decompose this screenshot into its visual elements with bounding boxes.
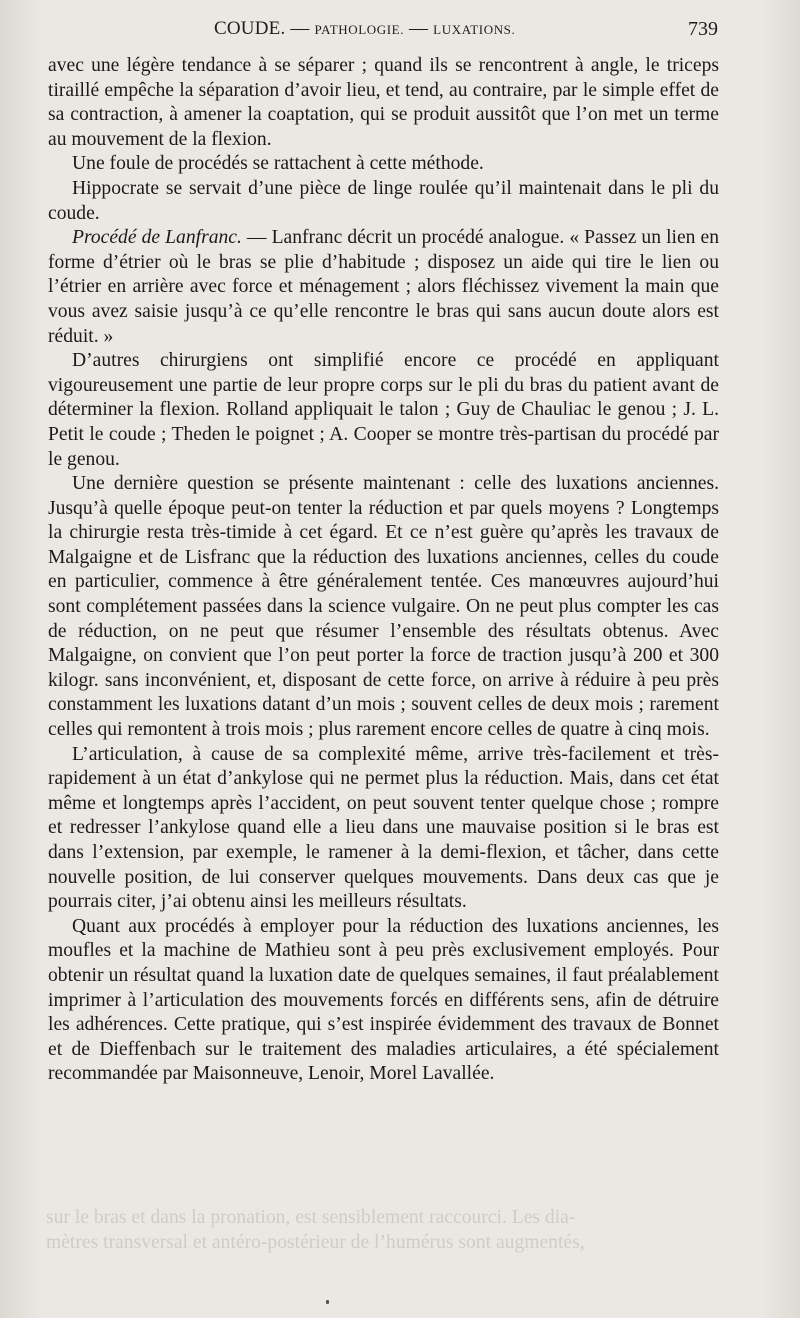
- show-through-text: [46, 1206, 726, 1255]
- paragraph: [48, 226, 719, 349]
- paragraph: Une dernière question se présente maintenant : celle des luxations anciennes. Jusqu’à quelle époque peut-on tenter la réduction et par quels moyens ? Longtemps la chirurgie resta très-timide à cet égard. Et ce n’est guère qu’après les travaux de Malgaigne et de Lisfranc que la réduction des luxations anciennes, celles du coude en particulier, commence à être généralement tentée. Ces manœuvres aujourd’hui sont complétement passées dans la science vulgaire. On ne peut plus compter les cas de réduction, on ne peut que résumer l’ensemble des résultats obtenus. Avec Malgaigne, on convient que l’on peut porter la force de traction jusqu’à 200 et 300 kilogr. sans inconvénient, et, disposant de cette force, on arrive à réduire à peu près constamment les luxations datant d’un mois ; souvent celles de deux mois ; rarement celles qui remontent à trois mois ; plus rarement encore celles de quatre à cinq mois.: [48, 473, 719, 741]
- header-title-main: COUDE.: [214, 18, 286, 39]
- paragraph: L’articulation, à cause de sa complexité même, arrive très-facilement et très-rapidement à un état d’ankylose qui ne permet plus la réduction. Mais, dans cet état même et longtemps après l’accident, on peut souvent tenter quelque chose ; rompre et redresser l’ankylose quand elle a lieu dans une mauvaise position si le bras est dans l’extension, par exemple, le ramener à la demi-flexion, et tâcher, dans cette nouvelle position, de lui conserver quelques mouvements. Dans deux cas que je pourrais citer, j’ai obtenu ainsi les meilleurs résultats.: [48, 743, 719, 913]
- paragraph: Hippocrate se servait d’une pièce de linge roulée qu’il maintenait dans le pli du coude.: [48, 177, 719, 224]
- paragraph: avec une légère tendance à se séparer ; quand ils se rencontrent à angle, le triceps tiraillé empêche la séparation d’avoir lieu, et tend, au contraire, par le simple effet de sa contraction, à amener la coaptation, qui se produit aussitôt que l’on met un terme au mouvement de la flexion.: [48, 55, 719, 150]
- running-title: [214, 18, 515, 40]
- paragraph: D’autres chirurgiens ont simplifié encore ce procédé en appliquant vigoureusement une partie de leur propre corps sur le pli du bras du patient avant de déterminer la flexion. Rolland appliquait le talon ; Guy de Chauliac le genou ; J. L. Petit le coude ; Theden le poignet ; A. Cooper se montre très-partisan du procédé par le genou.: [48, 350, 719, 470]
- header-subsection: LUXATIONS.: [433, 22, 516, 37]
- running-header: [48, 16, 718, 50]
- paragraph-lead-italic: Procédé de Lanfranc.: [72, 227, 242, 249]
- header-dash: —: [290, 18, 310, 39]
- ink-speck: [326, 1300, 329, 1304]
- paragraph: Une foule de procédés se rattachent à cette méthode.: [72, 153, 484, 175]
- header-section: PATHOLOGIE.: [314, 22, 405, 37]
- page-number: 739: [688, 18, 718, 40]
- paragraph-body: — Lanfranc décrit un procédé analogue. « Passez un lien en forme d’étrier où le bras se plie d’habitude ; disposez un aide qui tire le lien ou l’étrier en arrière avec force et ménagement ; alors fléchissez vivement la main que vous avez saisie jusqu’à ce qu’elle rencontre le bras qui sans aucun doute alors est réduit. »: [48, 227, 719, 347]
- header-dash: —: [409, 18, 429, 39]
- show-through-line: sur le bras et dans la pronation, est sensiblement raccourci. Les dia-: [46, 1207, 576, 1228]
- show-through-line: mètres transversal et antéro-postérieur de l’humérus sont augmentés,: [46, 1231, 585, 1253]
- paragraph: Quant aux procédés à employer pour la réduction des luxations anciennes, les moufles et la machine de Mathieu sont à peu près exclusivement employés. Pour obtenir un résultat quand la luxation date de quelques semaines, il faut préalablement imprimer à l’articulation des mouvements forcés en différents sens, afin de détruire les adhérences. Cette pratique, qui s’est inspirée évidemment des travaux de Bonnet et de Dieffenbach sur le traitement des maladies articulaires, a été spécialement recommandée par Maisonneuve, Lenoir, Morel Lavallée.: [48, 915, 719, 1085]
- main-text: [48, 54, 719, 1087]
